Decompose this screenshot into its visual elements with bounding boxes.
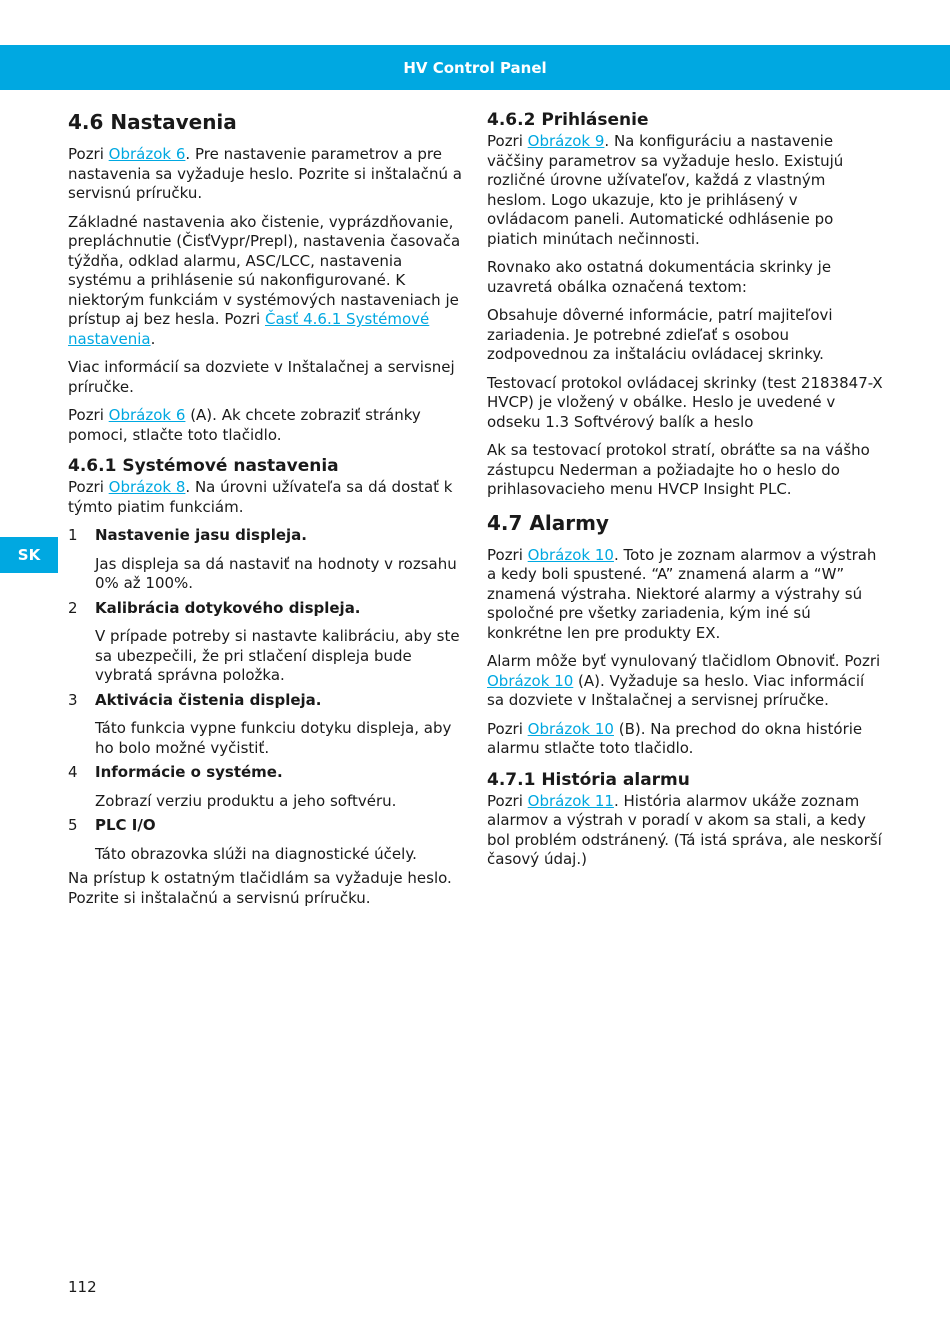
figure-link[interactable]: Obrázok 8 xyxy=(108,478,186,496)
paragraph: Alarm môže byť vynulovaný tlačidlom Obnoviť. Pozri Obrázok 10 (A). Vyžaduje sa heslo. Viac informácií sa dozviete v Inštalačnej a servisnej príručke. xyxy=(487,652,881,709)
figure-link[interactable]: Obrázok 10 xyxy=(487,671,574,690)
figure-link[interactable]: Obrázok 11 xyxy=(527,791,614,810)
item-description: Táto funkcia vypne funkciu dotyku displeja, aby ho bolo možné vyčistiť. xyxy=(95,719,452,757)
paragraph: Na prístup k ostatným tlačidlám sa vyžaduje heslo. Pozrite si inštalačnú a servisnú príručku. xyxy=(68,869,452,907)
section-heading-4-6-1: 4.6.1 Systémové nastavenia xyxy=(68,456,339,476)
item-number: 2 xyxy=(68,598,78,617)
section-link[interactable]: Časť 4.6.1 Systémové nastavenia xyxy=(68,310,430,348)
item-title: PLC I/O xyxy=(95,816,156,834)
item-title: Kalibrácia dotykového displeja. xyxy=(95,598,361,617)
paragraph: Pozri Obrázok 10. Toto je zoznam alarmov a výstrah a kedy boli spustené. “A” znamená alarm a “W” znamená výstraha. Niektoré alarmy a výstrahy sú spoločné pre všetky zariadenia, kým iné sú konkrétne len pre produkty EX. xyxy=(487,545,877,642)
paragraph: Pozri Obrázok 10 (B). Na prechod do okna histórie alarmu stlačte toto tlačidlo. xyxy=(487,719,863,757)
figure-link[interactable]: Obrázok 10 xyxy=(527,545,614,564)
paragraph: Obsahuje dôverné informácie, patrí majiteľovi zariadenia. Je potrebné zdieľať s osobou zodpovednou za inštaláciu ovládacej skrinky. xyxy=(487,306,833,363)
paragraph: Rovnako ako ostatná dokumentácia skrinky je uzavretá obálka označená textom: xyxy=(487,258,832,296)
list-item xyxy=(68,763,465,811)
paragraph: Viac informácií sa dozviete v Inštalačnej a servisnej príručke. xyxy=(68,358,455,396)
paragraph: Pozri Obrázok 9. Na konfiguráciu a nastavenie väčšiny parametrov sa vyžaduje heslo. Existujú rozličné úrovne užívateľov, každá z vlastným heslom. Logo ukazuje, kto je prihlásený v ovládacom paneli. Automatické odhlásenie po piatich minútach nečinnosti. xyxy=(487,132,844,248)
figure-link[interactable]: Obrázok 10 xyxy=(527,719,614,738)
section-heading-4-7-1: 4.7.1 História alarmu xyxy=(487,769,690,790)
section-heading-4-6: 4.6 Nastavenia xyxy=(68,110,237,134)
item-number: 4 xyxy=(68,763,78,781)
item-description: Jas displeja sa dá nastaviť na hodnoty v rozsahu 0% až 100%. xyxy=(95,554,457,592)
language-tab xyxy=(0,537,58,573)
item-description: Táto obrazovka slúži na diagnostické účely. xyxy=(95,844,417,863)
item-number: 1 xyxy=(68,526,78,544)
figure-link[interactable]: Obrázok 6 xyxy=(108,145,186,163)
paragraph: Pozri Obrázok 11. História alarmov ukáže zoznam alarmov a výstrah v poradí v akom sa stali, a kedy bol problém odstránený. (Tá istá správa, ale neskorší časový údaj.) xyxy=(487,791,882,868)
paragraph: Pozri Obrázok 6 (A). Ak chcete zobraziť stránky pomoci, stlačte toto tlačidlo. xyxy=(68,406,421,444)
paragraph: Ak sa testovací protokol stratí, obráťte sa na vášho zástupcu Nederman a požiadajte ho o heslo do prihlasovacieho menu HVCP Insight PLC. xyxy=(487,441,870,498)
item-title: Informácie o systéme. xyxy=(95,763,283,781)
section-heading-4-6-2: 4.6.2 Prihlásenie xyxy=(487,110,649,130)
header-band xyxy=(0,45,950,90)
page-number: 112 xyxy=(68,1278,97,1296)
paragraph: Pozri Obrázok 6. Pre nastavenie parametrov a pre nastavenia sa vyžaduje heslo. Pozrite si inštalačnú a servisnú príručku. xyxy=(68,145,462,202)
item-description: V prípade potreby si nastavte kalibráciu, aby ste sa ubezpečili, že pri stlačení displeja bude vybratá správna položka. xyxy=(95,627,460,684)
list-item xyxy=(68,691,465,759)
paragraph: Základné nastavenia ako čistenie, vyprázdňovanie, prepláchnutie (ČisťVypr/Prepl), nastavenia časovača týždňa, odklad alarmu, ASC/LCC, nastavenia systému a prihlásenie sú nakonfigurované. K niektorým funkciám v systémových nastaveniach je prístup aj bez hesla. Pozri Časť 4.6.1 Systémové nastavenia. xyxy=(68,212,461,348)
item-title: Aktivácia čistenia displeja. xyxy=(95,690,322,709)
list-item xyxy=(68,599,465,686)
list-item xyxy=(68,816,465,864)
paragraph: Pozri Obrázok 8. Na úrovni užívateľa sa dá dostať k týmto piatim funkciám. xyxy=(68,478,453,516)
section-heading-4-7: 4.7 Alarmy xyxy=(487,510,609,535)
item-number: 5 xyxy=(68,816,78,834)
figure-link[interactable]: Obrázok 6 xyxy=(108,406,186,424)
left-column xyxy=(68,108,465,917)
language-tab-label: SK xyxy=(17,546,41,564)
paragraph: Testovací protokol ovládacej skrinky (test 2183847-X HVCP) je vložený v obálke. Heslo je uvedené v odseku 1.3 Softvérový balík a heslo xyxy=(487,373,883,431)
figure-link[interactable]: Obrázok 9 xyxy=(527,132,605,150)
list-item xyxy=(68,526,465,594)
item-number: 3 xyxy=(68,690,78,709)
item-description: Zobrazí verziu produktu a jeho softvéru. xyxy=(95,791,397,810)
item-title: Nastavenie jasu displeja. xyxy=(95,526,307,544)
right-column xyxy=(487,108,884,879)
numbered-list xyxy=(68,526,465,864)
document-title: HV Control Panel xyxy=(403,58,547,77)
